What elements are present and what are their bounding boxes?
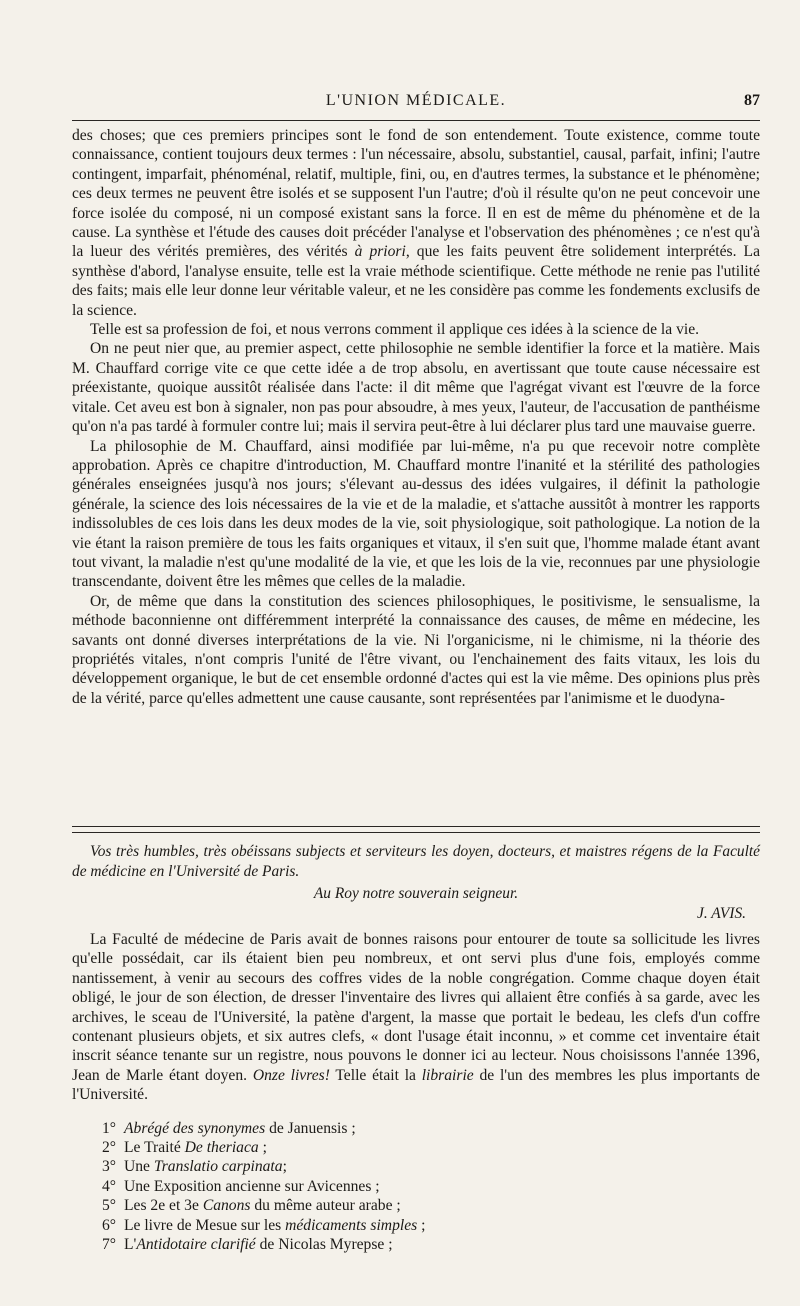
feuilleton-divider	[72, 826, 760, 833]
article-body	[72, 126, 760, 708]
paragraph-5: Or, de même que dans la constitution des sciences philosophiques, le positivisme, le sensualisme, la méthode baconnienne ont différemment interprété la connaissance des causes, de même en médecine, les savants ont donné diverses interprétations de la vie. Ni l'organicisme, ni le chimisme, ni la théorie des propriétés vitales, n'ont compris l'unité de l'être vivant, ou l'enchainement des faits vitaux, les lois du développement organique, le but de cet ensemble ordonné d'actes qui est la vie même. Des opinions plus près de la vérité, parce qu'elles admettent une cause causante, sont représentées par l'animisme et le duodyna-	[72, 592, 760, 707]
book-list	[72, 1119, 760, 1255]
feuilleton	[72, 842, 760, 1255]
list-item: 3° Une Translatio carpinata;	[102, 1158, 287, 1176]
list-item: 4° Une Exposition ancienne sur Avicennes ;	[102, 1177, 380, 1195]
feuilleton-dedication: Au Roy notre souverain seigneur.	[313, 885, 519, 902]
list-item: 5° Les 2e et 3e Canons du même auteur arabe ;	[102, 1197, 401, 1215]
list-item: 7° L'Antidotaire clarifié de Nicolas Myrepse ;	[102, 1236, 393, 1254]
paragraph-1: des choses; que ces premiers principes sont le fond de son entendement. Toute existence, comme toute connaissance, contient toujours deux termes : l'un nécessaire, absolu, substantiel, causal, parfait, infini; l'autre contingent, imparfait, phénoménal, relatif, multiple, fini, ou, en d'autres termes, la substance et le phénomène; ces deux termes ne peuvent être isolés et se supposent l'un l'autre; d'où il résulte qu'on ne peut concevoir une force isolée du composé, ni un composé existant sans la force. Il en est de même du phénomène et de la cause. La synthèse et l'étude des causes doit précéder l'analyse et l'observation des phénomènes ; ce n'est qu'à la lueur des vérités premières, des vérités à priori, que les faits peuvent être solidement interprétés. La synthèse d'abord, l'analyse ensuite, telle est la vraie méthode scientifique. Cette méthode ne renie pas l'utilité des faits; mais elle leur donne leur véritable valeur, et ne les considère pas comme les fondements exclusifs de la science.	[72, 127, 760, 319]
feuilleton-paragraph: La Faculté de médecine de Paris avait de bonnes raisons pour entourer de toute sa sollicitude les livres qu'elle possédait, car ils étaient bien peu nombreux, et ont servi plus d'une fois, employés comme nantissement, à venir au secours des coffres vides de la noble congrégation. Comme chaque doyen était obligé, le jour de son élection, de dresser l'inventaire des livres qui allaient être confiés à sa garde, avec les archives, le sceau de l'Université, la patène d'argent, la masse que portait le bedeau, les clefs d'un coffre contenant plusieurs objets, et six autres clefs, « dont l'usage était inconnu, » et comme cet inventaire était inscrit séance tenante sur un registre, nous pouvons le donner ici au lecteur. Nous choisissons l'année 1396, Jean de Marle étant doyen. Onze livres! Telle était la librairie de l'un des membres les plus importants de l'Université.	[72, 931, 760, 1104]
list-item: 2° Le Traité De theriaca ;	[102, 1139, 267, 1157]
feuilleton-signature: J. AVIS.	[697, 905, 746, 922]
paragraph-4: La philosophie de M. Chauffard, ainsi modifiée par lui-même, n'a pu que recevoir notre complète approbation. Après ce chapitre d'introduction, M. Chauffard montre l'inanité et la stérilité des pathologies générales enseignées jusqu'à nos jours; s'élevant au-dessus des idées vulgaires, il définit la pathologie générale, la science des lois nécessaires de la vie et de la maladie, et s'attache aussitôt à montrer les rapports indissolubles de ces lois dans les deux modes de la vie, soit physiologique, soit pathologique. La notion de la vie étant la raison première de tous les faits organiques et vitaux, il s'en suit que, l'homme malade étant avant tout vivant, la maladie n'est qu'une modalité de la vie, et que les lois de la vie, reconnues par une physiologie transcendante, doivent être les mêmes que celles de la maladie.	[72, 437, 760, 591]
header-rule	[72, 120, 760, 121]
running-title: L'UNION MÉDICALE.	[325, 92, 507, 109]
paragraph-2: Telle est sa profession de foi, et nous verrons comment il applique ces idées à la science de la vie.	[90, 321, 700, 339]
paragraph-3: On ne peut nier que, au premier aspect, cette philosophie ne semble identifier la force et la matière. Mais M. Chauffard corrige vite ce que cette idée a de trop absolu, en avertissant que toute cause nécessaire est préexistante, quoique aussitôt réalisée dans l'acte: il dit même que l'agrégat vivant est l'œuvre de la force vitale. Cet aveu est bon à signaler, non pas pour absoudre, à mes yeux, l'auteur, de l'accusation de panthéisme qu'on n'a pas tardé à formuler contre lui; mais il servira peut-être à lui déclarer plus tard une mauvaise guerre.	[72, 340, 760, 436]
page-number: 87	[744, 92, 760, 109]
list-item: 6° Le livre de Mesue sur les médicaments simples ;	[102, 1216, 426, 1234]
list-item: 1° Abrégé des synonymes de Januensis ;	[102, 1119, 356, 1137]
feuilleton-address: Vos très humbles, très obéissans subjects et serviteurs les doyen, docteurs, et maistres régens de la Faculté de médicine en l'Université de Paris.	[72, 843, 760, 880]
page-header	[72, 88, 760, 114]
